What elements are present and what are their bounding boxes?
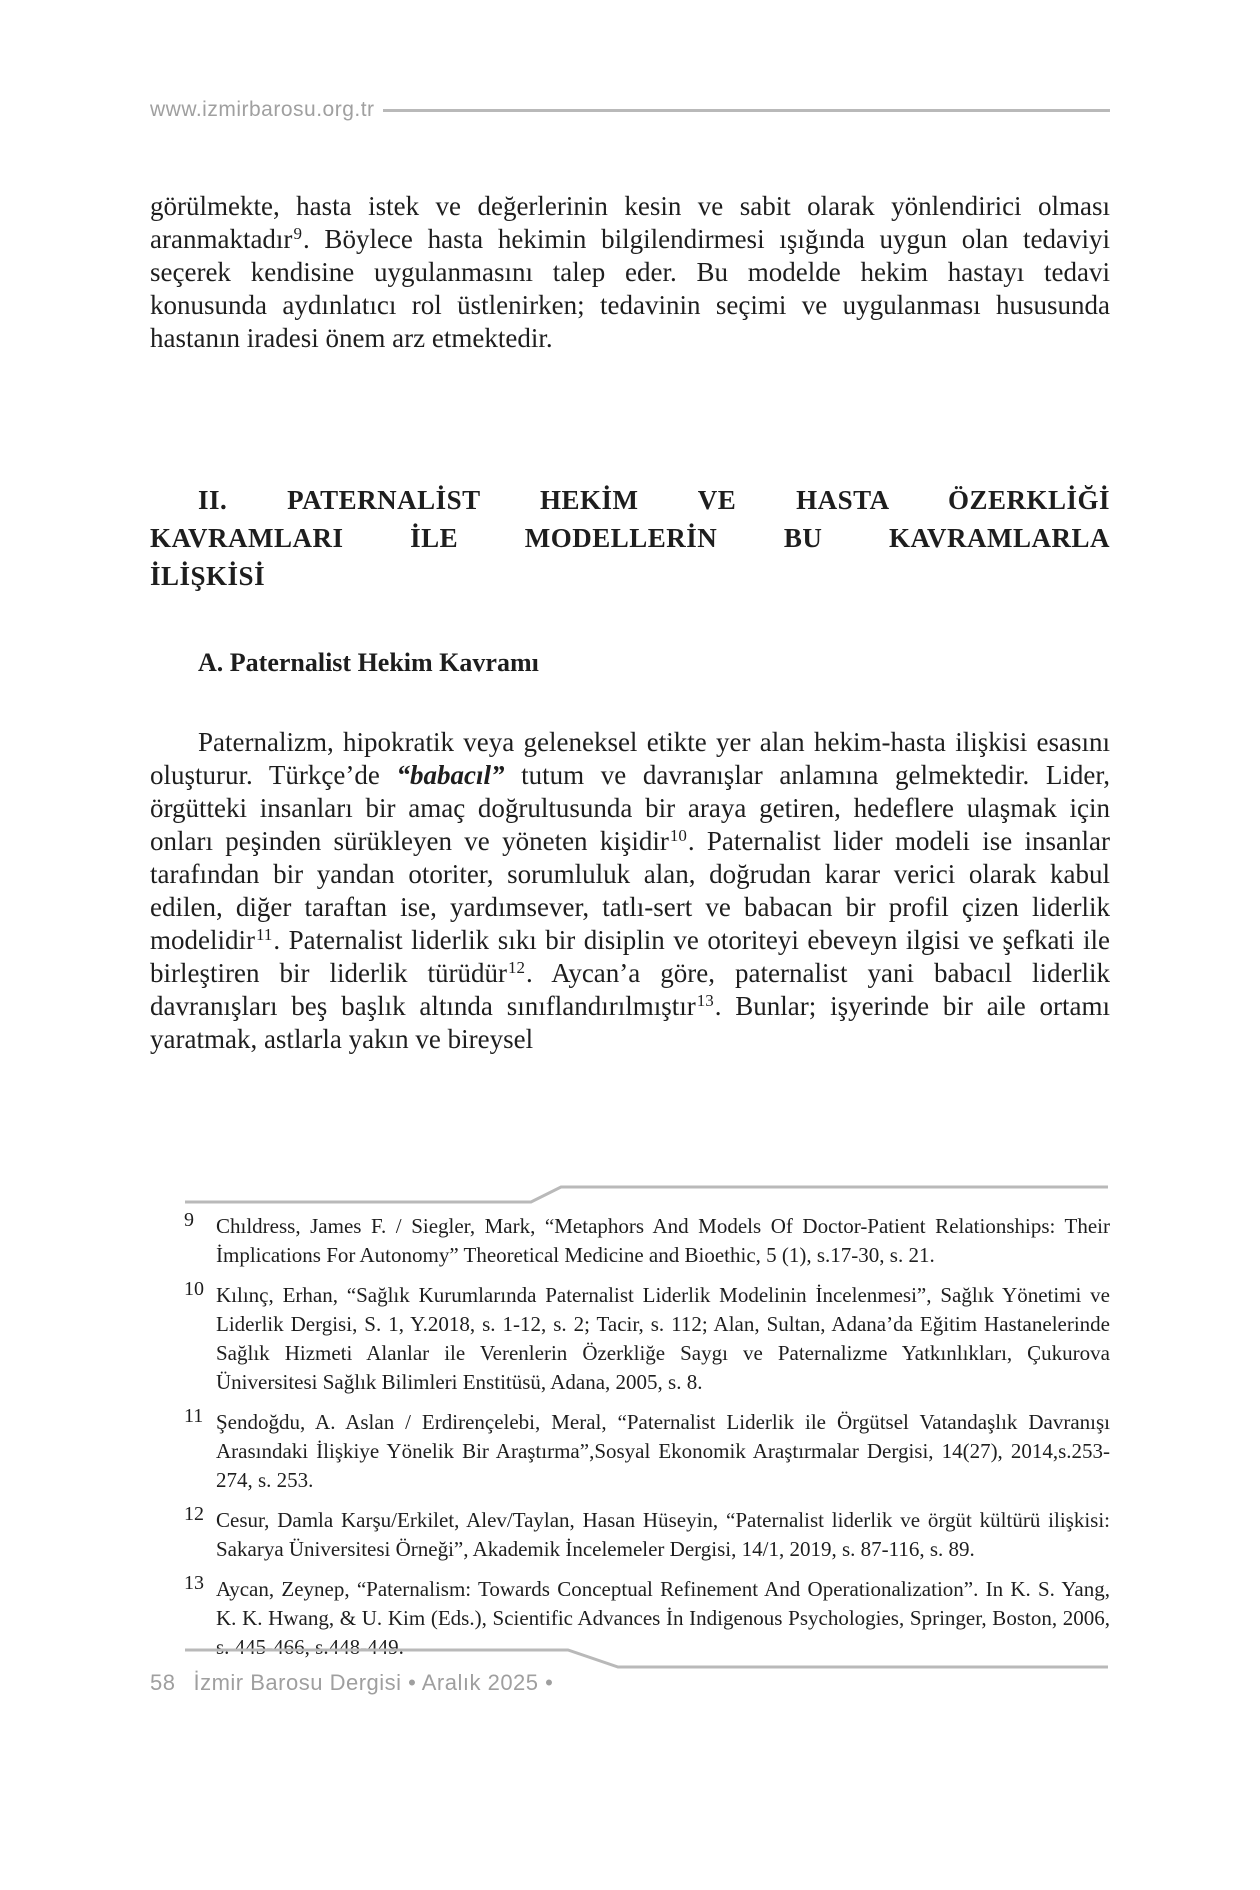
paragraph-2-text-6: . Bunlar; işyerinde bir aile ortamı yaratmak, astlarla yakın ve bireysel	[150, 991, 1110, 1054]
paragraph-2	[150, 726, 1110, 1056]
footnote-text: Chıldress, James F. / Siegler, Mark, “Metaphors And Models Of Doctor-Patient Relationships: Their İmplications For Autonomy” Theoretical Medicine and Bioethic, 5 (1), s.17-30, s. 21.	[216, 1214, 1110, 1267]
footnote-ref-12: 12	[508, 958, 526, 977]
paragraph-2-text-3: . Paternalist lider modeli ise insanlar tarafından bir yandan otoriter, sorumluluk alan, doğrudan karar verici olarak kabul edilen, diğer taraftan ise, yardımsever, tatlı-sert ve babacan bir profil çizen liderlik modelidir	[150, 826, 1110, 955]
footnote-ref-11: 11	[255, 925, 273, 944]
footnote-10	[150, 1278, 1110, 1397]
footnote-number: 10	[184, 1278, 204, 1300]
footer-page-number: 58	[150, 1670, 176, 1695]
footnote-ref-10: 10	[669, 826, 687, 845]
header-url: www.izmirbarosu.org.tr	[150, 98, 375, 121]
footnote-text: Kılınç, Erhan, “Sağlık Kurumlarında Paternalist Liderlik Modelinin İncelenmesi”, Sağlık Yönetimi ve Liderlik Dergisi, S. 1, Y.2018, s. 1-12, s. 2; Tacir, s. 112; Alan, Sultan, Adana’da Eğitim Hastanelerinde Sağlık Hizmeti Alanlar ile Verenlerin Özerkliğe Saygı ve Paternalizme Yatkınlıkları, Çukurova Üniversitesi Sağlık Bilimleri Enstitüsü, Adana, 2005, s. 8.	[216, 1283, 1110, 1394]
page-header	[150, 98, 1110, 122]
paragraph-2-text-4: . Paternalist liderlik sıkı bir disiplin ve otoriteyi ebeveyn ilgisi ve şefkati ile birleştiren bir liderlik türüdür	[150, 925, 1110, 988]
paragraph-2-text: Paternalizm, hipokratik veya geleneksel etikte yer alan hekim-hasta ilişkisi esasını oluşturur. Türkçe’de	[150, 727, 1110, 790]
footnote-number: 12	[184, 1503, 204, 1525]
paragraph-2-text-5: . Aycan’a göre, paternalist yani babacıl liderlik davranışları beş başlık altında sınıflandırılmıştır	[150, 958, 1111, 1021]
section-heading-line1: II. PATERNALİST HEKİM VE HASTA ÖZERKLİĞİ	[198, 485, 1110, 515]
footnote-text: Şendoğdu, A. Aslan / Erdirençelebi, Meral, “Paternalist Liderlik ile Örgütsel Vatandaşlık Davranışı Arasındaki İlişkiye Yönelik Bir Araştırma”,Sosyal Ekonomik Araştırmalar Dergisi, 14(27), 2014,s.253-274, s. 253.	[216, 1410, 1110, 1492]
footnote-separator-rule	[150, 1182, 1110, 1206]
paragraph-2-italic-term: “babacıl”	[396, 760, 505, 790]
footnote-text: Cesur, Damla Karşu/Erkilet, Alev/Taylan, Hasan Hüseyin, “Paternalist liderlik ve örgüt kültürü ilişkisi: Sakarya Üniversitesi Örneği”, Akademik İncelemeler Dergisi, 14/1, 2019, s. 87-116, s. 89.	[216, 1508, 1110, 1561]
footer-separator-rule	[150, 1646, 1110, 1672]
footnote-9	[150, 1209, 1110, 1270]
footnote-ref-13: 13	[696, 991, 714, 1010]
header-rule	[383, 109, 1110, 112]
footnotes-section	[150, 1209, 1110, 1673]
footnote-separator	[150, 1182, 1110, 1206]
paragraph-2-text-2: tutum ve davranışlar anlamına gelmektedir. Lider, örgütteki insanları bir amaç doğrultusunda bir araya getiren, hedeflere ulaşmak için onları peşinden sürükleyen ve yöneten kişidir	[150, 760, 1110, 856]
paragraph-1-text-cont: . Böylece hasta hekimin bilgilendirmesi ışığında uygun olan tedaviyi seçerek kendisine uygulanmasını talep eder. Bu modelde hekim hastayı tedavi konusunda aydınlatıcı rol üstlenirken; tedavinin seçimi ve uygulanması hususunda hastanın iradesi önem arz etmektedir.	[150, 224, 1110, 353]
footnote-number: 13	[184, 1572, 204, 1594]
page-footer	[150, 1670, 553, 1696]
page-content	[150, 190, 1110, 1056]
subsection-heading: A. Paternalist Hekim Kavramı	[198, 648, 539, 677]
section-heading-line2: KAVRAMLARI İLE MODELLERİN BU KAVRAMLARLA	[150, 523, 1110, 553]
section-heading-line3: İLİŞKİSİ	[150, 561, 266, 591]
section-heading	[150, 481, 1110, 595]
footnote-number: 11	[184, 1405, 204, 1427]
footnote-12	[150, 1503, 1110, 1564]
paragraph-1	[150, 190, 1110, 355]
footnote-number: 9	[184, 1209, 194, 1231]
footnote-11	[150, 1405, 1110, 1495]
paragraph-1-text: görülmekte, hasta istek ve değerlerinin kesin ve sabit olarak yönlendirici olması aranmaktadır	[150, 191, 1110, 254]
footnote-ref-9: 9	[293, 224, 302, 243]
footer-separator	[150, 1646, 1110, 1672]
footnote-text: Aycan, Zeynep, “Paternalism: Towards Conceptual Refinement And Operationalization”. In K. S. Yang, K. K. Hwang, & U. Kim (Eds.), Scientific Advances İn Indigenous Psychologies, Springer, Boston, 2006, s. 445-466, s.448-449.	[216, 1577, 1110, 1659]
footer-journal-label: İzmir Barosu Dergisi • Aralık 2025 •	[193, 1670, 554, 1695]
